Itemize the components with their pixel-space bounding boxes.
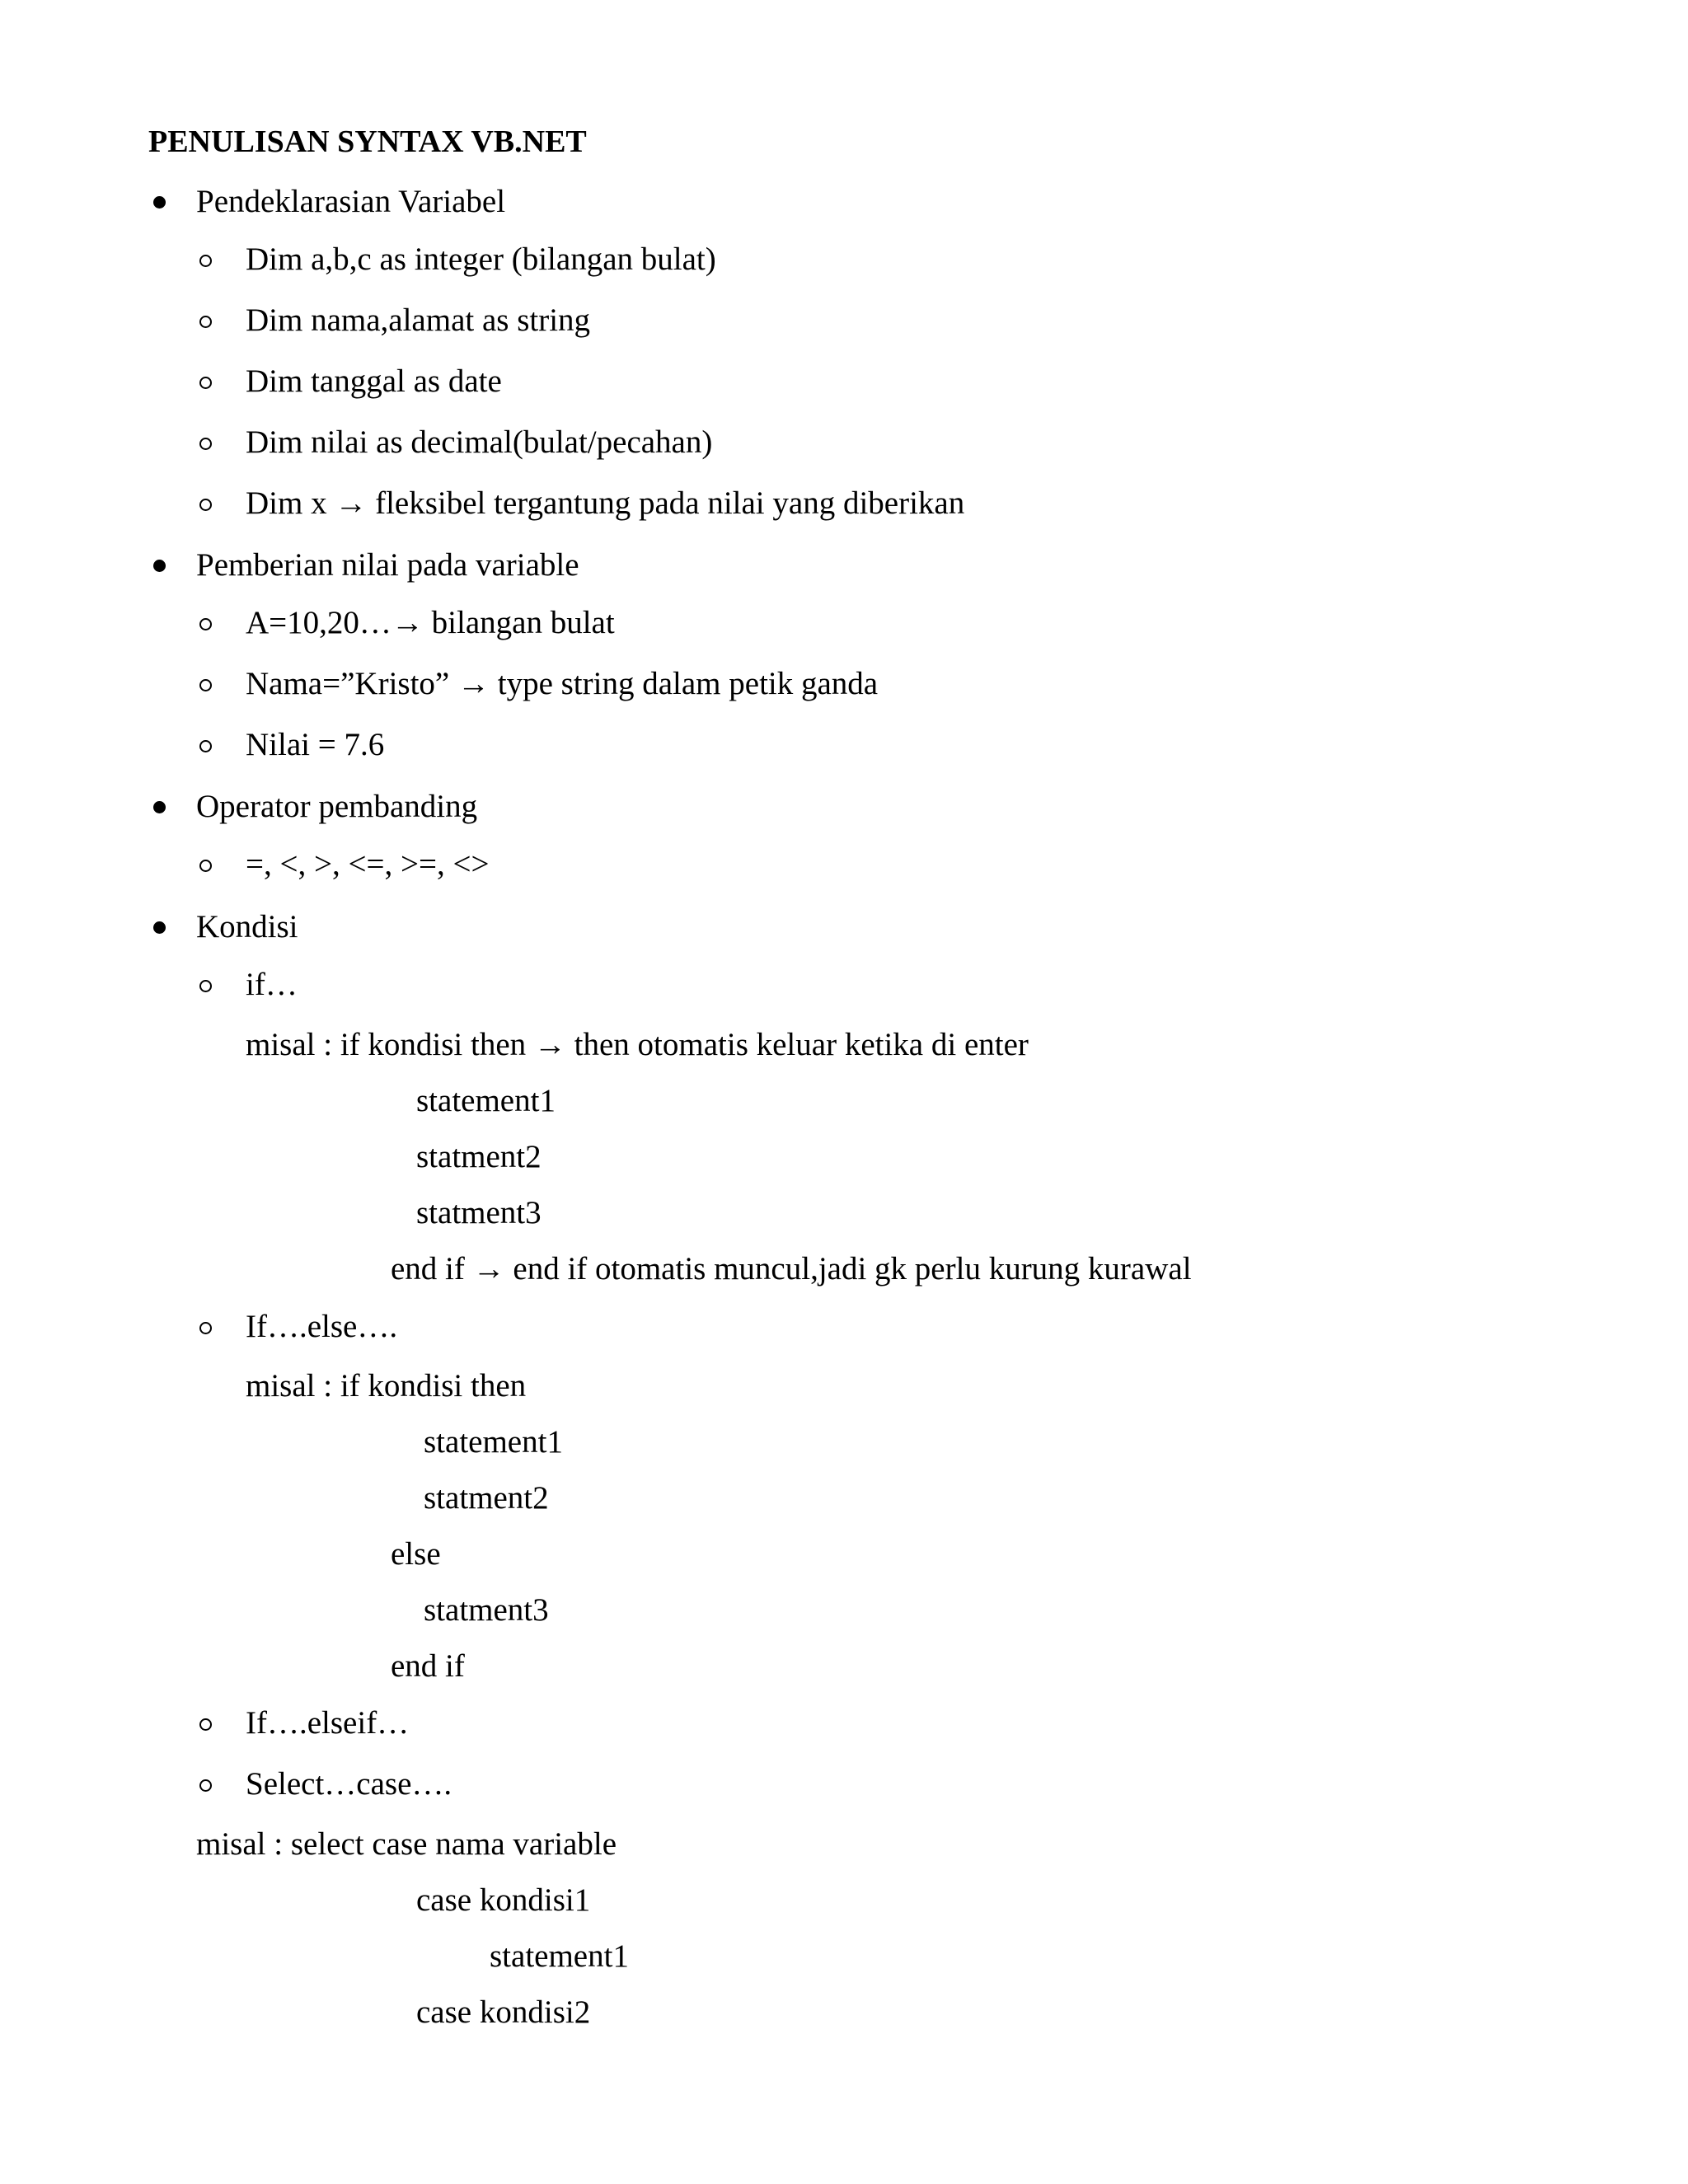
list-item: Dim nama,alamat as string xyxy=(246,302,591,338)
list-item: Dim a,b,c as integer (bilangan bulat) xyxy=(246,241,716,277)
circle-bullet-icon xyxy=(199,1779,212,1792)
circle-bullet-icon xyxy=(199,1322,212,1334)
document-title: PENULISAN SYNTAX VB.NET xyxy=(148,124,587,159)
circle-bullet-icon xyxy=(199,618,212,630)
list-item-select-case: Select…case…. xyxy=(246,1766,452,1802)
code-line: misal : select case nama variable xyxy=(196,1826,617,1862)
circle-bullet-icon xyxy=(199,679,212,691)
bullet-icon xyxy=(153,560,166,572)
circle-bullet-icon xyxy=(199,980,212,992)
code-line: statment2 xyxy=(424,1480,549,1516)
code-line: else xyxy=(391,1536,441,1572)
circle-bullet-icon xyxy=(199,1718,212,1731)
list-item-if: if… xyxy=(246,967,298,1002)
code-line: statment2 xyxy=(416,1139,542,1174)
code-line: end if xyxy=(391,1648,465,1684)
section-heading-variable-declaration: Pendeklarasian Variabel xyxy=(196,184,506,219)
code-line: statement1 xyxy=(424,1424,563,1460)
code-line: statement1 xyxy=(416,1083,556,1118)
section-heading-condition: Kondisi xyxy=(196,909,298,944)
code-line: case kondisi1 xyxy=(416,1882,591,1918)
list-item: A=10,20…→ bilangan bulat xyxy=(246,605,615,640)
list-item-if-elseif: If….elseif… xyxy=(246,1705,410,1741)
bullet-icon xyxy=(153,921,166,934)
circle-bullet-icon xyxy=(199,499,212,511)
bullet-icon xyxy=(153,196,166,209)
code-line: end if → end if otomatis muncul,jadi gk perlu kurung kurawal xyxy=(391,1251,1192,1286)
section-heading-comparison-operator: Operator pembanding xyxy=(196,789,478,824)
circle-bullet-icon xyxy=(199,316,212,328)
list-item: Dim x → fleksibel tergantung pada nilai yang diberikan xyxy=(246,485,965,521)
bullet-icon xyxy=(153,801,166,813)
circle-bullet-icon xyxy=(199,377,212,389)
circle-bullet-icon xyxy=(199,438,212,450)
list-item: Nama=”Kristo” → type string dalam petik ganda xyxy=(246,666,879,701)
code-line: misal : if kondisi then xyxy=(246,1368,527,1404)
code-line: statment3 xyxy=(416,1195,542,1230)
circle-bullet-icon xyxy=(199,860,212,872)
code-line: case kondisi2 xyxy=(416,1994,591,2030)
section-heading-value-assignment: Pemberian nilai pada variable xyxy=(196,547,579,583)
code-line: statement1 xyxy=(490,1938,629,1974)
list-item: =, <, >, <=, >=, <> xyxy=(246,846,490,882)
circle-bullet-icon xyxy=(199,255,212,267)
list-item: Nilai = 7.6 xyxy=(246,727,385,762)
list-item: Dim nilai as decimal(bulat/pecahan) xyxy=(246,424,713,460)
list-item-if-else: If….else…. xyxy=(246,1309,398,1344)
list-item: Dim tanggal as date xyxy=(246,363,502,399)
code-line: misal : if kondisi then → then otomatis keluar ketika di enter xyxy=(246,1027,1029,1062)
circle-bullet-icon xyxy=(199,740,212,752)
code-line: statment3 xyxy=(424,1592,549,1628)
